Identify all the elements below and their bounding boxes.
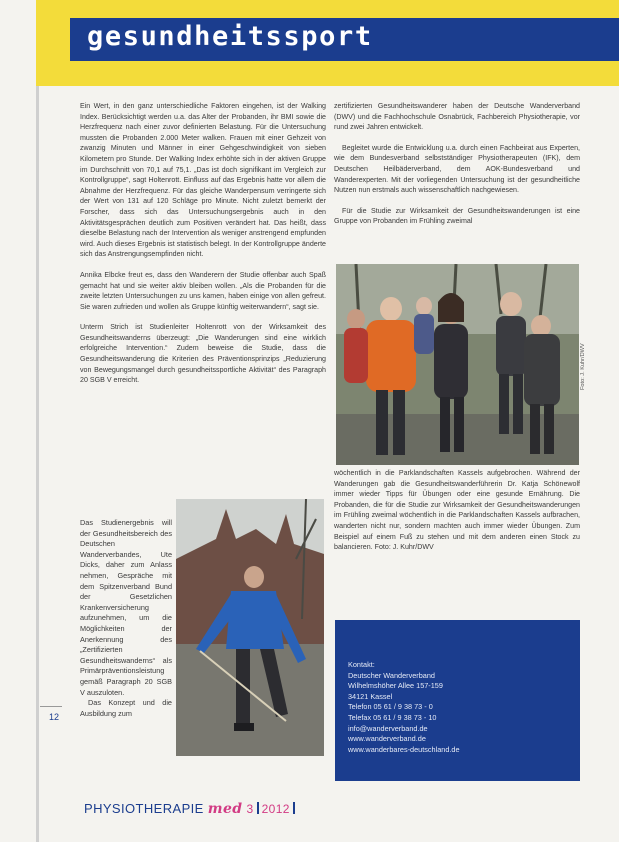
narrow-text-column	[80, 518, 172, 719]
contact-phone: Telefon 05 61 / 9 38 73 - 0	[348, 702, 433, 712]
issue-number: 3	[246, 802, 254, 816]
footer-divider	[257, 802, 259, 814]
contact-email[interactable]: info@wanderverband.de	[348, 723, 428, 733]
photo-caption: wöchentlich in die Parklandschaften Kassels aufgebrochen. Während der Wanderungen gab die Gesundheitswanderführerin Dr. Katja Schönewolf immer wieder Tipps für Übungen oder eine gesunde Ernährung. Die Probanden, die für die Studie zur Wirksamkeit der Gesundheitswanderungen im Frühling zweimal wöchentlich in die Parklandschaften Kassels aufbrachen, wanderten nicht nur, sondern machten auch immer wieder Übungen. Zum Beispiel auf einem Fuß zu stehen und mit dem anderen einen Stock zu balancieren. Foto: J. Kuhr/DWV	[334, 469, 580, 552]
magazine-name: PHYSIOTHERAPIE	[84, 801, 204, 816]
right-article-column	[334, 101, 580, 237]
photo-credit: Foto: J. Kuhr/DWV	[580, 343, 586, 390]
section-title: gesundheitssport	[87, 21, 373, 52]
balance-exercise-photo	[176, 499, 324, 756]
article-paragraph: Unterm Strich ist Studienleiter Holtenrott von der Wirksamkeit des Gesundheitswanderns überzeugt: „Die Wanderungen sind eine wirklich erfolgreiche Intervention.“ Zudem beweise die Studie, dass die Gesundheitswanderung die Kriterien des Präventionsprinzips „Reduzierung von Bewegungsmangel durch gesundheitssportliche Aktivität“ des Paragraph 20 SGB V erreicht.	[80, 323, 326, 385]
left-article-column	[80, 101, 326, 396]
contact-website-2[interactable]: www.wanderbares-deutschland.de	[348, 744, 460, 754]
footer-divider	[293, 802, 295, 814]
issue-year: 2012	[261, 802, 290, 816]
contact-fax: Telefax 05 61 / 9 38 73 - 10	[348, 712, 437, 722]
magazine-footer	[84, 801, 298, 817]
article-paragraph: Das Konzept und die Ausbildung zum	[80, 698, 172, 718]
article-paragraph: Das Studienergebnis will der Gesundheitsbereich des Deutschen Wanderverbandes, Ute Dicks, daher zum Anlass nehmen, Gespräche mit dem Spitzenverband Bund der Gesetzlichen Krankenversicherung aufzunehmen, um die Möglichkeiten der Anerkennung des „Zertifizierten Gesundheitswanderns“ als Primärpräventionsleistung gemäß Paragraph 20 SGB V auszuloten.	[80, 518, 172, 697]
page-number: 12	[49, 712, 60, 722]
contact-city: 34121 Kassel	[348, 691, 393, 701]
magazine-med-logo: med	[207, 801, 243, 817]
article-paragraph: Für die Studie zur Wirksamkeit der Gesundheitswanderungen ist eine Gruppe von Probanden im Frühling zweimal	[334, 206, 580, 226]
contact-street: Wilhelmshöher Allee 157-159	[348, 681, 443, 691]
article-paragraph: Annika Elbcke freut es, dass den Wanderern der Studie offenbar auch Spaß gemacht hat und sie weiter aktiv bleiben wollen. „Als die Probanden für die zweite letzten Untersuchungen zu uns kamen, haben einige von allen gefreut. Sie waren zufrieden und wollen als Gruppe künftig weiterwandern“, sagt sie.	[80, 270, 326, 311]
page-margin-rule	[36, 0, 39, 842]
article-paragraph: Ein Wert, in den ganz unterschiedliche Faktoren eingehen, ist der Walking Index. Berücksichtigt werden u.a. das Alter der Probanden, ihr BMI sowie die Herzfrequenz nach einer zuvor definierten Belastung. Für die Untersuchung mussten die Probanden 2.000 Meter walken. Frauen mit einer Gehzeit von zwanzig Minuten und Männer in einer Gehgeschwindigkeit von sieben Kilometern pro Stunde. Der Walking Index erhöhte sich in der aktiven Gruppe im Durchschnitt von 70,1 auf 75,1. „Das ist doch signifikant im Vergleich zur Kontrollgruppe“, sagt Holtenrott. Einfluss auf das Ergebnis hatte vor allem die Abnahme der Herzfrequenz. Für das gleiche Wanderpensum verringerte sich der Wert von 131 auf 120 Schläge pro Minute. Nicht zuletzt bemerkt der Forscher, dass sich das Untersuchungsergebnis auch in den Aktivitätsgesprächen deutlich zum Positiven verändert hat. Das heißt, dass dieselbe Belastung nach der Intervention als weniger anstrengend empfunden wird. Auch dieses Ergebnis ist statistisch belegt. In der Kontrollgruppe änderte sich das Anstrengungsempfinden nicht.	[80, 102, 326, 259]
contact-organization: Deutscher Wanderverband	[348, 670, 435, 680]
article-paragraph: zertifizierten Gesundheitswanderer haben der Deutsche Wanderverband (DWV) und die Fachhochschule Osnabrück, Fachbereich Physiotherapie, vor rund zwei Jahren entwickelt.	[334, 102, 580, 132]
page-number-rule	[40, 706, 62, 707]
contact-box	[335, 620, 580, 781]
group-walking-photo	[336, 264, 579, 465]
article-paragraph: Begleitet wurde die Entwicklung u.a. durch einen Fachbeirat aus Experten, wie dem Bundesverband selbstständiger Physiotherapeuten (IFK), dem Deutschen Heilbäderverband, dem AOK-Bundesverband und Wanderexperten. Mit der vorliegenden Untersuchung ist der gesundheitliche Nutzen nun erstmals auch wissenschaftlich nachgewiesen.	[334, 143, 580, 195]
contact-website[interactable]: www.wanderverband.de	[348, 734, 426, 744]
contact-heading: Kontakt:	[348, 660, 375, 669]
